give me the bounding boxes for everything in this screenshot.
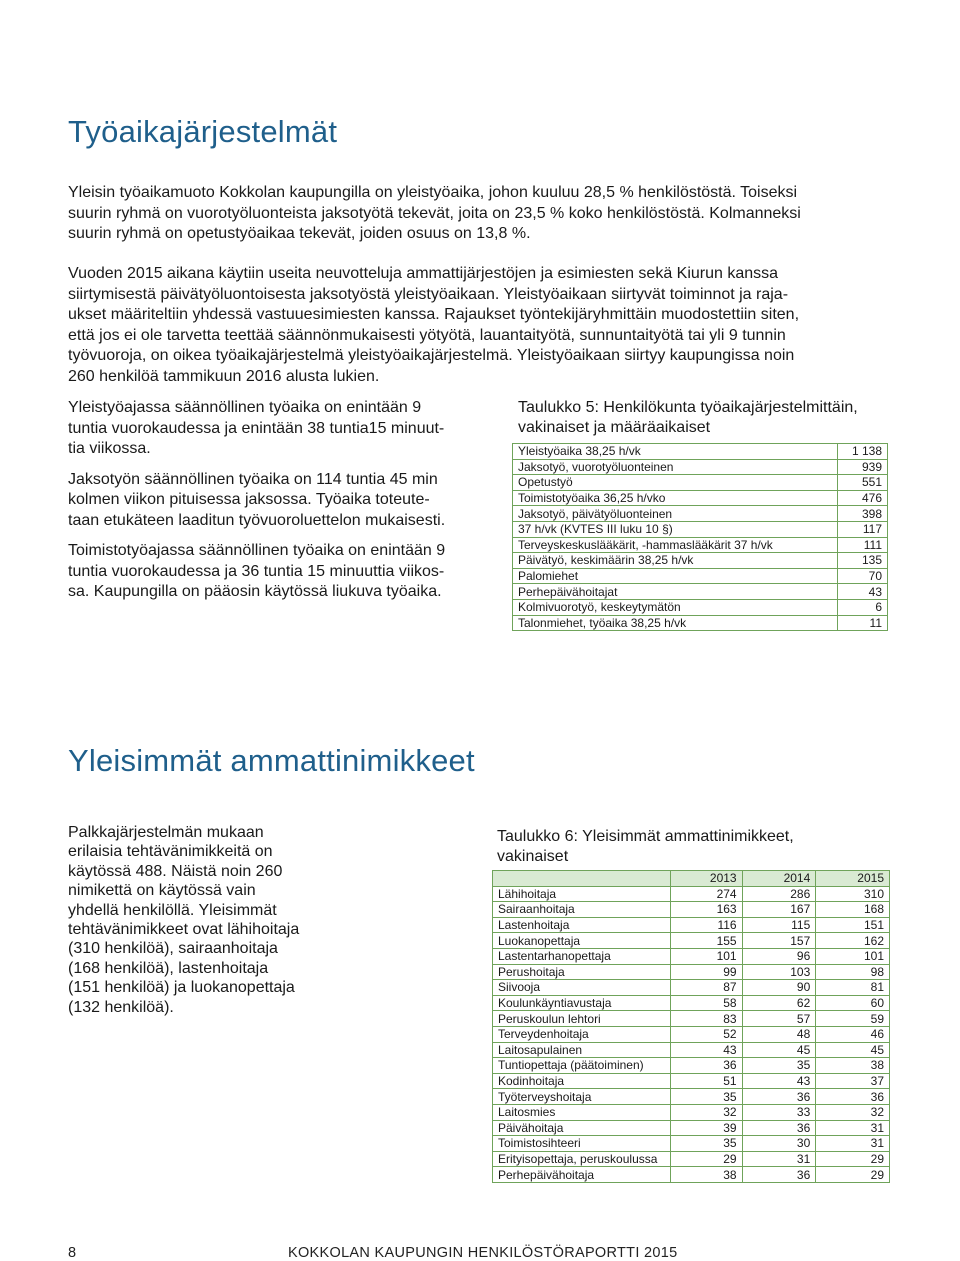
occupation-count: 59 [816, 1011, 890, 1027]
occupation-count: 35 [742, 1058, 816, 1074]
occupation-name: Terveydenhoitaja [493, 1026, 671, 1042]
page-number: 8 [68, 1245, 77, 1261]
year-header: 2013 [670, 871, 742, 887]
table-row [493, 917, 890, 933]
row-value: 135 [837, 553, 887, 569]
occupation-count: 51 [670, 1073, 742, 1089]
occupation-count: 310 [816, 886, 890, 902]
text-line: suurin ryhmä on vuorotyöluonteista jaksotyötä tekevät, joita on 23,5 % koko henkilöstöstä. Kolmanneksi [68, 204, 801, 222]
text-line: erilaisia tehtävänimikkeitä on [68, 843, 273, 861]
text-line: Yleistyöajassa säännöllinen työaika on enintään 9 [68, 399, 422, 416]
table-row [513, 615, 888, 631]
table6-caption [497, 827, 877, 867]
text-line: käytössä 488. Näistä noin 260 [68, 862, 283, 880]
row-label: Palomiehet [513, 568, 838, 584]
row-label: Päivätyö, keskimäärin 38,25 h/vk [513, 553, 838, 569]
table-row [493, 1167, 890, 1183]
text-line: yhdellä henkilöllä. Yleisimmät [68, 901, 277, 919]
text-line: (168 henkilöä), lastenhoitaja [68, 959, 269, 977]
table5-worktime-systems [512, 443, 888, 631]
text-line: työvuoroja, on oikea työaikajärjestelmä yleistyöaikajärjestelmä. Yleistyöaikaan siirtyy kaupungissa noin [68, 347, 795, 364]
occupation-count: 37 [816, 1073, 890, 1089]
occupation-count: 36 [670, 1058, 742, 1074]
occupation-name: Lähihoitaja [493, 886, 671, 902]
occupation-name: Erityisopettaja, peruskoulussa [493, 1151, 671, 1167]
text-line: tia viikossa. [68, 440, 151, 457]
row-label: 37 h/vk (KVTES III luku 10 §) [513, 521, 838, 537]
table-row [513, 444, 888, 460]
table-row [513, 568, 888, 584]
text-line: kolmen viikon pituisessa jaksossa. Työaika toteute- [68, 491, 430, 508]
negotiation-paragraph [68, 264, 898, 387]
occupation-name: Kodinhoitaja [493, 1073, 671, 1089]
occupation-count: 43 [670, 1042, 742, 1058]
text-line: ukset määriteltiin yhdessä vastuuesimiesten kanssa. Rajaukset työntekijäryhmittäin muodostettiin siten, [68, 306, 800, 323]
occupation-name: Laitosapulainen [493, 1042, 671, 1058]
table-row [513, 599, 888, 615]
row-value: 398 [837, 506, 887, 522]
occupation-count: 36 [742, 1089, 816, 1105]
occupation-name: Päivähoitaja [493, 1120, 671, 1136]
occupation-count: 81 [816, 980, 890, 996]
table-row [493, 1073, 890, 1089]
row-value: 43 [837, 584, 887, 600]
section-title-tyoaikajarjestelmat: Työaikajärjestelmät [68, 114, 338, 149]
occupation-count: 30 [742, 1136, 816, 1152]
occupation-name: Koulunkäyntiavustaja [493, 995, 671, 1011]
occupation-count: 36 [742, 1167, 816, 1183]
table-row [493, 948, 890, 964]
occupation-count: 101 [816, 948, 890, 964]
table-row [493, 1089, 890, 1105]
row-label: Jaksotyö, vuorotyöluonteinen [513, 459, 838, 475]
text-line: että jos ei ole tarvetta teettää säännönmukaisesti yötyötä, lauantaityötä, sunnuntaityötä tai yli 9 tunnin [68, 326, 786, 344]
text-line: 260 henkilöä tammikuun 2016 alusta lukien. [68, 367, 380, 385]
table-row [493, 1042, 890, 1058]
text-line: nimikettä on käytössä vain [68, 882, 256, 900]
text-line: Palkkajärjestelmän mukaan [68, 824, 264, 841]
table-row [493, 1120, 890, 1136]
row-value: 1 138 [837, 444, 887, 460]
caption-line: Taulukko 6: Yleisimmät ammattinimikkeet, [497, 828, 794, 845]
occupation-name: Peruskoulun lehtori [493, 1011, 671, 1027]
intro-paragraph [68, 183, 898, 245]
yleistyoaika-definition [68, 398, 498, 460]
row-value: 476 [837, 490, 887, 506]
table-row [493, 1026, 890, 1042]
occupation-count: 90 [742, 980, 816, 996]
occupation-count: 58 [670, 995, 742, 1011]
table-row [513, 506, 888, 522]
row-value: 6 [837, 599, 887, 615]
occupation-count: 101 [670, 948, 742, 964]
text-line: Vuoden 2015 aikana käytiin useita neuvotteluja ammattijärjestöjen ja esimiesten sekä Kiurun kanssa [68, 265, 779, 282]
table-row [493, 1136, 890, 1152]
worktime-definitions [68, 398, 498, 603]
caption-line: vakinaiset ja määräaikaiset [518, 419, 711, 436]
occupation-count: 98 [816, 964, 890, 980]
caption-line: vakinaiset [497, 848, 569, 865]
occupation-name: Laitosmies [493, 1104, 671, 1120]
occupation-name: Työterveyshoitaja [493, 1089, 671, 1105]
table-row [513, 475, 888, 491]
year-header: 2014 [742, 871, 816, 887]
occupation-count: 43 [742, 1073, 816, 1089]
occupation-count: 31 [816, 1120, 890, 1136]
table-row [493, 964, 890, 980]
text-line: (151 henkilöä) ja luokanopettaja [68, 979, 295, 997]
occupation-count: 116 [670, 917, 742, 933]
occupation-name: Tuntiopettaja (päätoiminen) [493, 1058, 671, 1074]
table-row [513, 459, 888, 475]
occupation-count: 39 [670, 1120, 742, 1136]
text-line: siirtymisestä päivätyöluontoisesta jaksotyöstä yleistyöaikaan. Yleistyöaikaan siirtyvät toiminnot ja raja- [68, 285, 789, 303]
jaksotyo-definition [68, 470, 498, 532]
table-row [493, 980, 890, 996]
occupation-count: 151 [816, 917, 890, 933]
header-blank-cell [493, 871, 671, 887]
text-line: (310 henkilöä), sairaanhoitaja [68, 940, 278, 958]
text-line: suurin ryhmä on opetustyöaikaa tekevät, joiden osuus on 13,8 %. [68, 225, 531, 242]
text-line: (132 henkilöä). [68, 998, 174, 1016]
occupation-count: 168 [816, 902, 890, 918]
caption-line: Taulukko 5: Henkilökunta työaikajärjestelmittäin, [518, 399, 858, 416]
occupation-count: 157 [742, 933, 816, 949]
row-label: Talonmiehet, työaika 38,25 h/vk [513, 615, 838, 631]
occupation-count: 46 [816, 1026, 890, 1042]
row-label: Kolmivuorotyö, keskeytymätön [513, 599, 838, 615]
table-row [493, 886, 890, 902]
occupation-name: Sairaanhoitaja [493, 902, 671, 918]
occupation-count: 35 [670, 1136, 742, 1152]
occupation-count: 33 [742, 1104, 816, 1120]
occupation-count: 115 [742, 917, 816, 933]
section-title-ammattinimikkeet: Yleisimmät ammattinimikkeet [68, 743, 475, 778]
occupation-count: 286 [742, 886, 816, 902]
table-row [513, 537, 888, 553]
year-header: 2015 [816, 871, 890, 887]
row-value: 111 [837, 537, 887, 553]
toimistotyoaika-definition [68, 541, 498, 603]
occupation-count: 57 [742, 1011, 816, 1027]
occupation-count: 96 [742, 948, 816, 964]
occupation-count: 31 [742, 1151, 816, 1167]
text-line: tuntia vuorokaudessa ja enintään 38 tuntia15 minuut- [68, 419, 445, 437]
occupation-count: 155 [670, 933, 742, 949]
row-value: 70 [837, 568, 887, 584]
occupation-count: 99 [670, 964, 742, 980]
occupation-count: 87 [670, 980, 742, 996]
occupation-count: 163 [670, 902, 742, 918]
occupation-count: 45 [742, 1042, 816, 1058]
table6-occupations [492, 870, 890, 1183]
occupations-paragraph [68, 823, 368, 1017]
occupation-count: 29 [816, 1151, 890, 1167]
row-label: Opetustyö [513, 475, 838, 491]
occupation-count: 29 [816, 1167, 890, 1183]
table-row [513, 521, 888, 537]
occupation-count: 45 [816, 1042, 890, 1058]
row-value: 939 [837, 459, 887, 475]
occupation-count: 29 [670, 1151, 742, 1167]
occupation-count: 60 [816, 995, 890, 1011]
occupation-name: Perhepäivähoitaja [493, 1167, 671, 1183]
row-label: Jaksotyö, päivätyöluonteinen [513, 506, 838, 522]
table-row [513, 490, 888, 506]
occupation-count: 38 [816, 1058, 890, 1074]
text-line: sa. Kaupungilla on pääosin käytössä liukuva työaika. [68, 583, 442, 600]
text-line: Yleisin työaikamuoto Kokkolan kaupungilla on yleistyöaika, johon kuuluu 28,5 % henkilöstöstä. Toiseksi [68, 184, 798, 201]
occupation-count: 36 [816, 1089, 890, 1105]
occupation-name: Lastenhoitaja [493, 917, 671, 933]
occupation-name: Perushoitaja [493, 964, 671, 980]
occupation-count: 38 [670, 1167, 742, 1183]
text-line: tehtävänimikkeet ovat lähihoitaja [68, 921, 300, 939]
occupation-count: 36 [742, 1120, 816, 1136]
occupation-count: 162 [816, 933, 890, 949]
occupation-name: Toimistosihteeri [493, 1136, 671, 1152]
table-row [493, 1011, 890, 1027]
table-row [513, 584, 888, 600]
table-row [493, 1104, 890, 1120]
row-value: 11 [837, 615, 887, 631]
table-row [493, 1151, 890, 1167]
occupation-count: 83 [670, 1011, 742, 1027]
row-label: Perhepäivähoitajat [513, 584, 838, 600]
occupation-name: Luokanopettaja [493, 933, 671, 949]
occupation-name: Siivooja [493, 980, 671, 996]
table-row [493, 995, 890, 1011]
text-line: Toimistotyöajassa säännöllinen työaika on enintään 9 [68, 542, 446, 559]
row-label: Yleistyöaika 38,25 h/vk [513, 444, 838, 460]
occupation-count: 103 [742, 964, 816, 980]
row-value: 117 [837, 521, 887, 537]
report-title: KOKKOLAN KAUPUNGIN HENKILÖSTÖRAPORTTI 2015 [288, 1245, 678, 1261]
occupation-count: 32 [816, 1104, 890, 1120]
occupation-count: 32 [670, 1104, 742, 1120]
table-row [493, 902, 890, 918]
occupation-count: 167 [742, 902, 816, 918]
table-row [513, 553, 888, 569]
row-label: Terveyskeskuslääkärit, -hammaslääkärit 37 h/vk [513, 537, 838, 553]
occupation-count: 52 [670, 1026, 742, 1042]
occupation-count: 35 [670, 1089, 742, 1105]
row-label: Toimistotyöaika 36,25 h/vko [513, 490, 838, 506]
text-line: taan etukäteen laaditun työvuoroluettelon mukaisesti. [68, 511, 446, 529]
occupation-count: 62 [742, 995, 816, 1011]
text-line: Jaksotyön säännöllinen työaika on 114 tuntia 45 min [68, 470, 438, 488]
table5-caption [518, 398, 898, 438]
table-row [493, 1058, 890, 1074]
occupation-count: 48 [742, 1026, 816, 1042]
occupation-count: 274 [670, 886, 742, 902]
row-value: 551 [837, 475, 887, 491]
table-header-row [493, 871, 890, 887]
table-row [493, 933, 890, 949]
text-line: tuntia vuorokaudessa ja 36 tuntia 15 minuuttia viikos- [68, 562, 445, 580]
occupation-name: Lastentarhanopettaja [493, 948, 671, 964]
occupation-count: 31 [816, 1136, 890, 1152]
